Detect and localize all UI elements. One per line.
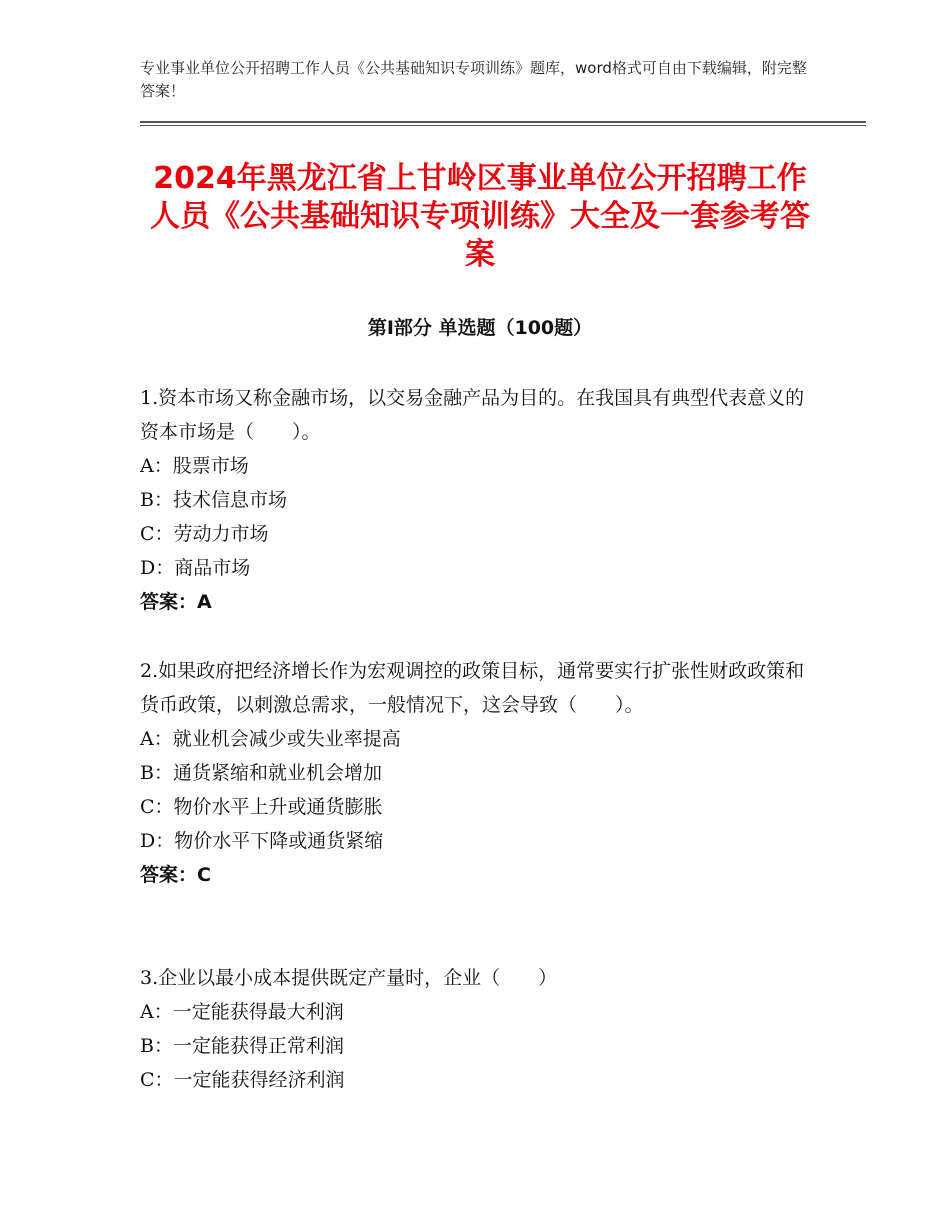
option-c: C：一定能获得经济利润 xyxy=(140,1069,345,1091)
question-1 xyxy=(140,381,820,619)
option-d: D：物价水平下降或通货紧缩 xyxy=(140,830,384,852)
option-d: D：商品市场 xyxy=(140,557,251,579)
option-c: C：劳动力市场 xyxy=(140,523,269,545)
answer: 答案：C xyxy=(140,864,211,886)
header-note: 专业事业单位公开招聘工作人员《公共基础知识专项训练》题库，word格式可自由下载编辑，附完整答案！ xyxy=(140,59,807,100)
question-stem: 1.资本市场又称金融市场，以交易金融产品为目的。在我国具有典型代表意义的资本市场是（ ）。 xyxy=(140,387,805,443)
header-divider-thin xyxy=(140,125,866,126)
question-3 xyxy=(140,961,820,1097)
section-heading: 第Ⅰ部分 单选题（100题） xyxy=(367,317,593,339)
option-a: A：股票市场 xyxy=(140,455,249,477)
option-b: B：技术信息市场 xyxy=(140,489,287,511)
option-a: A：就业机会减少或失业率提高 xyxy=(140,728,401,750)
question-stem: 3.企业以最小成本提供既定产量时，企业（ ） xyxy=(140,967,558,989)
document-title: 2024年黑龙江省上甘岭区事业单位公开招聘工作人员《公共基础知识专项训练》大全及一套参考答案 xyxy=(150,161,810,272)
option-a: A：一定能获得最大利润 xyxy=(140,1001,344,1023)
header-divider xyxy=(140,121,866,123)
question-2 xyxy=(140,654,820,892)
question-stem: 2.如果政府把经济增长作为宏观调控的政策目标，通常要实行扩张性财政政策和货币政策，以刺激总需求，一般情况下，这会导致（ ）。 xyxy=(140,660,805,716)
answer: 答案：A xyxy=(140,591,212,613)
option-b: B：通货紧缩和就业机会增加 xyxy=(140,762,382,784)
option-b: B：一定能获得正常利润 xyxy=(140,1035,344,1057)
option-c: C：物价水平上升或通货膨胀 xyxy=(140,796,383,818)
